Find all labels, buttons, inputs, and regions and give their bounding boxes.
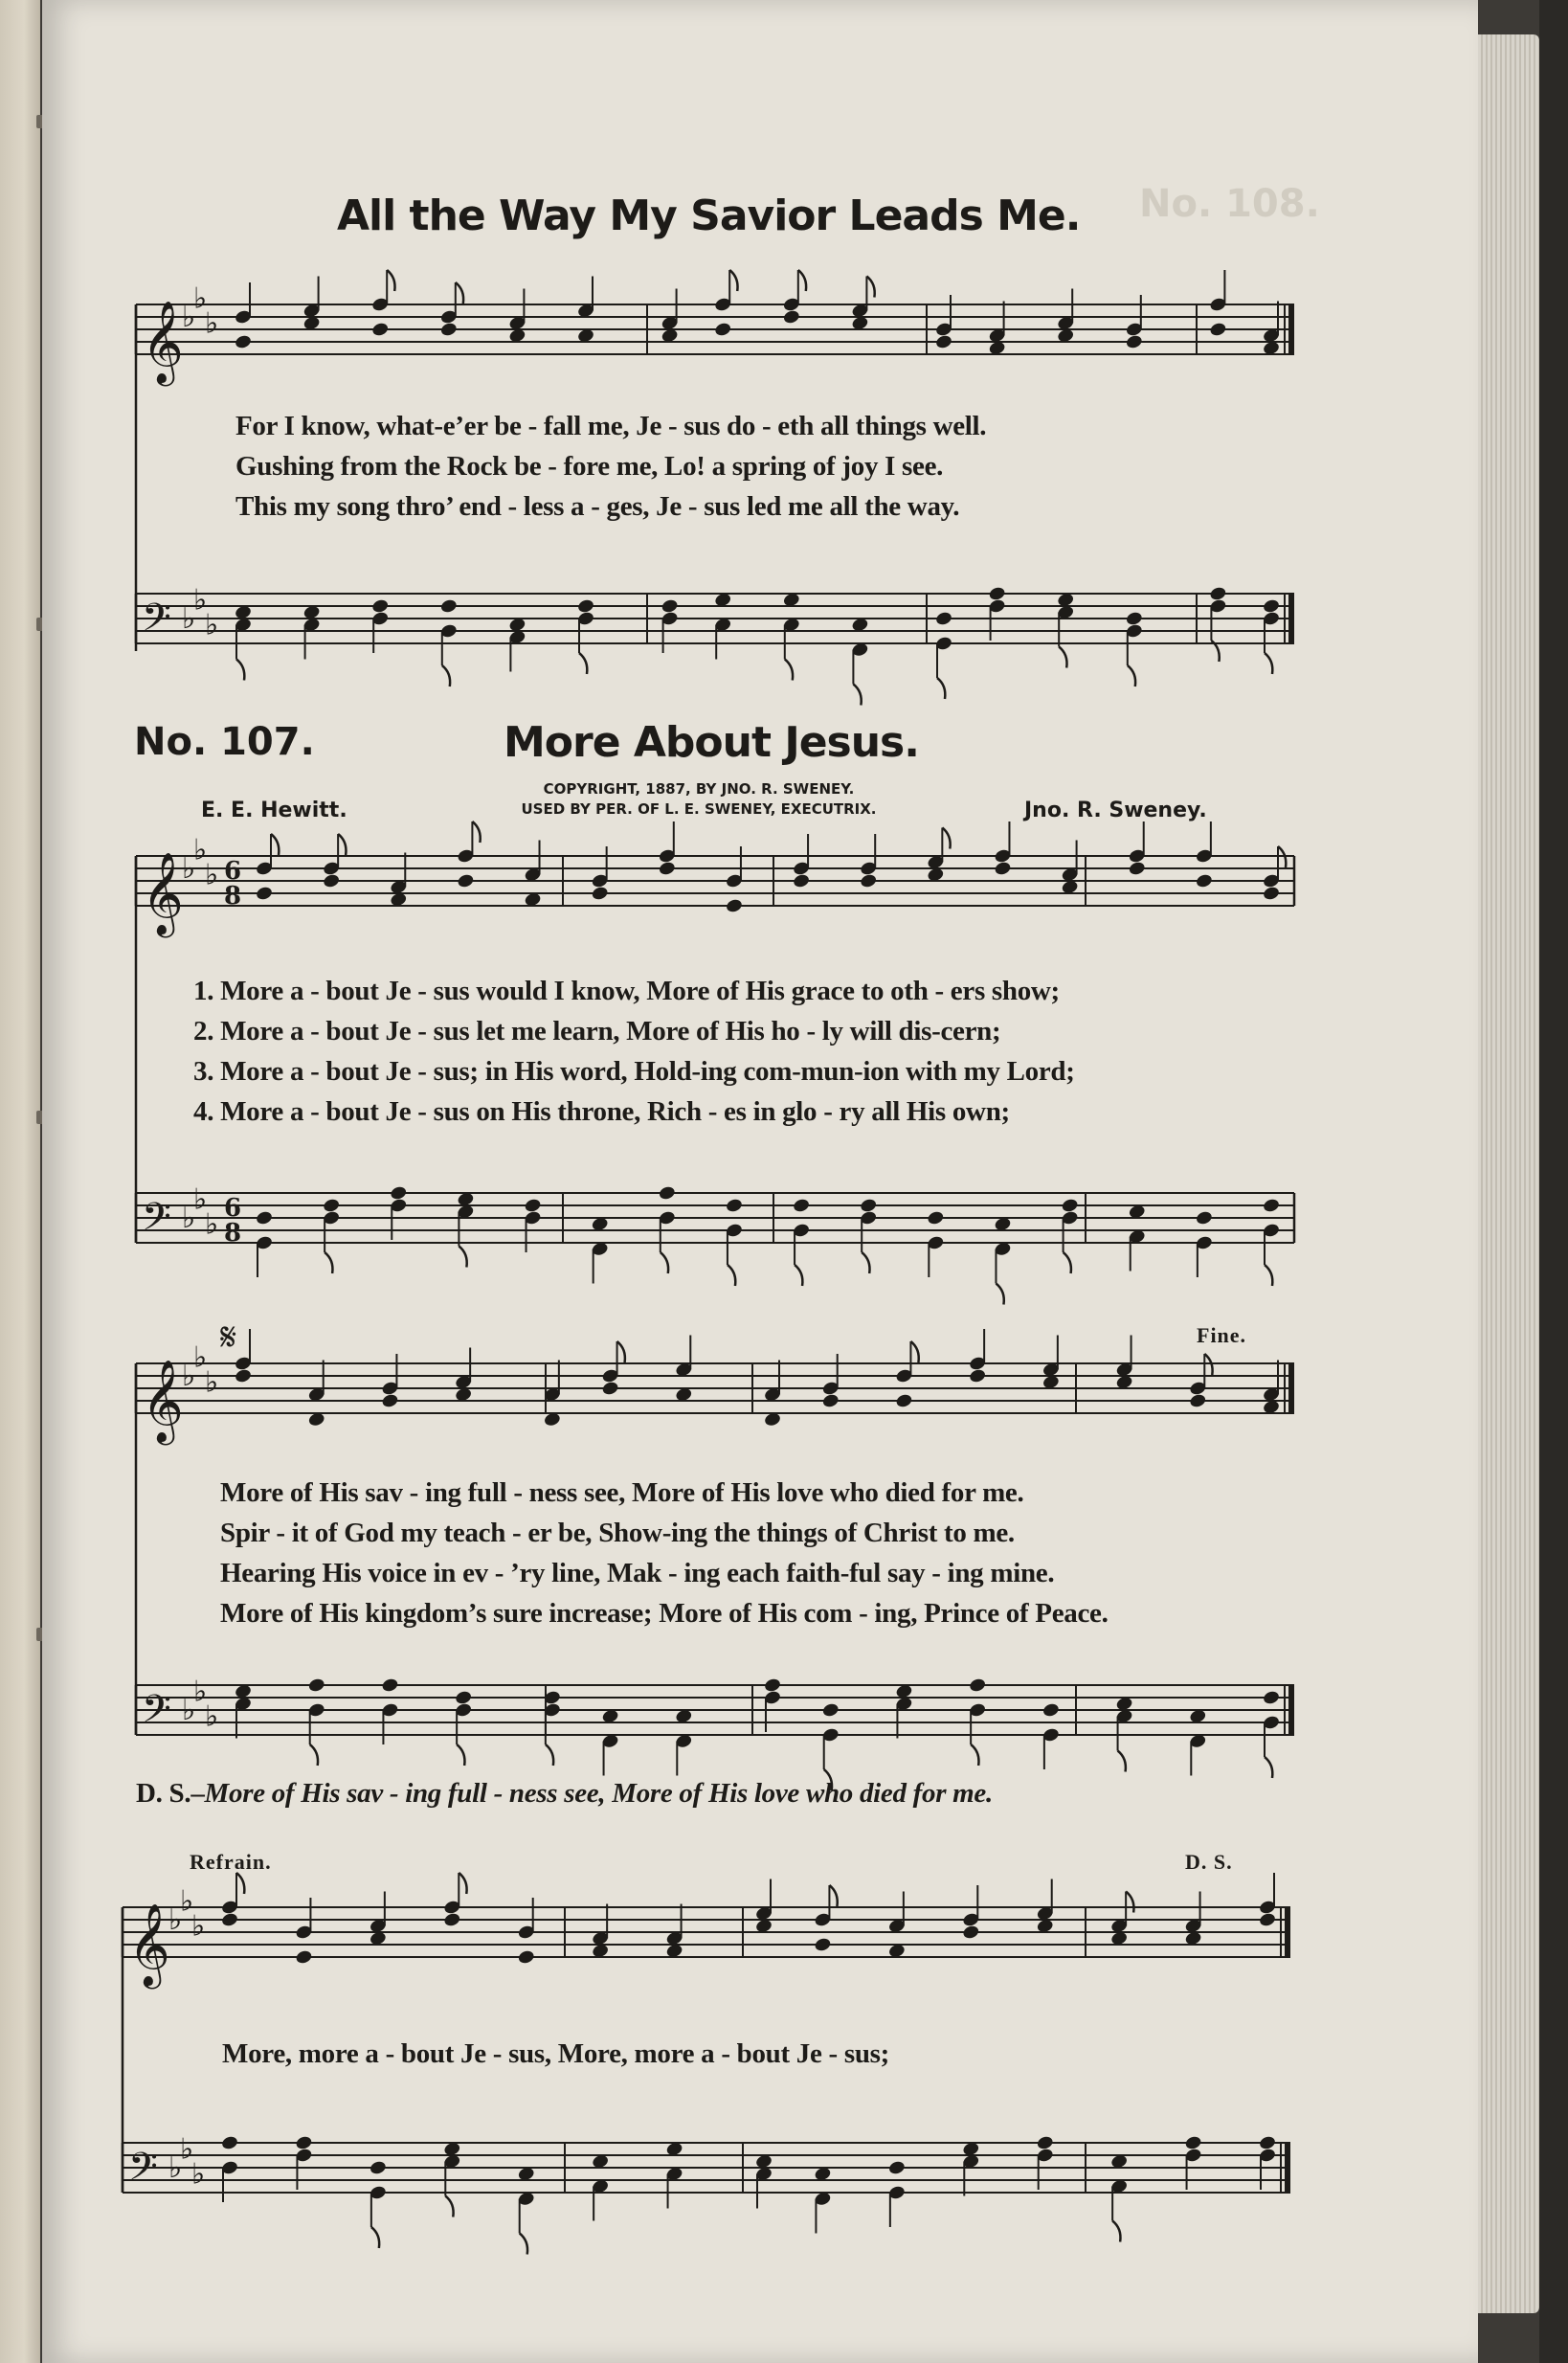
note-head <box>295 1949 313 1966</box>
flat-sign: ♭ <box>205 1699 219 1734</box>
note-head <box>601 1381 619 1397</box>
end-bar-thick <box>1288 1685 1294 1735</box>
hymn-107-title: More About Jesus. <box>504 718 919 767</box>
copyright-line-2: USED BY PER. OF L. E. SWENEY, EXECUTRIX. <box>521 800 877 818</box>
flat-sign: ♭ <box>193 583 208 618</box>
note-head <box>390 1185 408 1202</box>
note-head <box>1128 861 1146 877</box>
end-bar-thick <box>1288 1363 1294 1413</box>
note-flag <box>546 1744 553 1766</box>
refrain-ds-mark: D. S. <box>1185 1850 1233 1874</box>
note-head <box>307 1677 325 1694</box>
note-flag <box>1128 665 1135 686</box>
segno-sign: 𝄋 <box>220 1316 237 1360</box>
hymn-107-verse-2: 2. More a - bout Je - sus let me learn, More of His ho - ly will dis-cern; <box>193 1016 1001 1046</box>
note-head <box>369 2160 387 2176</box>
final-bar-thick <box>1285 1907 1290 1957</box>
flat-sign: ♭ <box>168 1903 183 1937</box>
note-flag <box>866 277 874 298</box>
note-flag <box>236 1873 244 1894</box>
note-head <box>658 1185 676 1202</box>
flat-sign: ♭ <box>193 833 208 867</box>
note-flag <box>1126 1892 1133 1913</box>
note-head <box>295 2135 313 2151</box>
note-head <box>381 1677 399 1694</box>
flat-sign: ♭ <box>182 301 196 334</box>
note-head <box>591 886 609 902</box>
note-head <box>895 1393 913 1409</box>
note-head <box>381 1393 399 1409</box>
note-head <box>1258 2135 1276 2151</box>
note-flag <box>937 678 945 699</box>
note-flag <box>661 1252 668 1273</box>
hymn-106-title: All the Way My Savior Leads Me. <box>337 191 1081 240</box>
hymn-106-verse-3: This my song thro’ end - less a - ges, Je - sus led me all the way. <box>235 491 960 522</box>
note-head <box>1209 586 1227 602</box>
note-head <box>1061 1198 1079 1214</box>
note-flag <box>338 834 346 855</box>
note-head <box>962 1924 980 1941</box>
note-flag <box>371 2227 379 2248</box>
note-head <box>524 1198 542 1214</box>
note-head <box>220 1912 238 1928</box>
note-head <box>725 1198 743 1214</box>
note-flag <box>853 685 861 706</box>
note-flag <box>971 1744 978 1766</box>
note-flag <box>728 1265 735 1286</box>
note-head <box>988 586 1006 602</box>
flat-sign: ♭ <box>193 1675 208 1709</box>
note-flag <box>459 1873 466 1894</box>
note-flag <box>996 1284 1003 1305</box>
time-signature-top: 6 <box>224 1194 242 1223</box>
note-head <box>457 873 475 889</box>
flat-sign: ♭ <box>180 1884 194 1919</box>
note-head <box>576 598 594 615</box>
ds-instruction <box>136 1777 993 1810</box>
note-head <box>821 1393 840 1409</box>
hymn-107-part2-verse-3: Hearing His voice in ev - ’ry line, Mak - ing each faith-ful say - ing mine. <box>220 1558 1055 1588</box>
note-head <box>255 886 273 902</box>
hymn-107-part2-verse-1: More of His sav - ing full - ness see, More of His love who died for me. <box>220 1477 1024 1508</box>
flat-sign: ♭ <box>205 608 219 642</box>
bleed-through-text: No. 108. <box>1139 182 1320 226</box>
note-head <box>860 1198 878 1214</box>
note-flag <box>310 1744 318 1766</box>
note-flag <box>1118 1751 1126 1772</box>
flat-sign: ♭ <box>182 1360 196 1393</box>
refrain-lyrics: More, more a - bout Je - sus, More, more a - bout Je - sus; <box>222 2038 889 2069</box>
note-flag <box>829 1885 837 1906</box>
note-head <box>517 1949 535 1966</box>
note-head <box>1042 1702 1060 1719</box>
note-flag <box>445 2196 453 2217</box>
note-head <box>927 1210 945 1227</box>
note-head <box>1262 1198 1280 1214</box>
note-head <box>1125 611 1143 627</box>
note-flag <box>795 1265 802 1286</box>
flat-sign: ♭ <box>193 281 208 316</box>
note-flag <box>325 1252 332 1273</box>
note-flag <box>442 665 450 686</box>
note-flag <box>617 1341 625 1362</box>
note-flag <box>579 653 587 674</box>
note-flag <box>798 270 806 291</box>
note-head <box>658 861 676 877</box>
final-bar-thick <box>1288 594 1294 643</box>
note-head <box>934 611 952 627</box>
hymn-107-part2-verse-4: More of His kingdom’s sure increase; More of His com - ing, Prince of Peace. <box>220 1598 1109 1629</box>
note-head <box>763 1677 781 1694</box>
note-flag <box>1265 653 1272 674</box>
note-head <box>1125 334 1143 350</box>
note-head <box>371 598 390 615</box>
note-flag <box>942 828 950 849</box>
hymn-107-verse-4: 4. More a - bout Je - sus on His throne, Rich - es in glo - ry all His own; <box>193 1096 1010 1127</box>
flat-sign: ♭ <box>182 1202 196 1235</box>
note-head <box>887 2160 906 2176</box>
note-head <box>323 1198 341 1214</box>
note-head <box>323 873 341 889</box>
words-author: E. E. Hewitt. <box>201 799 347 822</box>
flat-sign: ♭ <box>180 2132 194 2167</box>
note-head <box>969 1677 987 1694</box>
note-head <box>792 873 810 889</box>
bass-clef: 𝄢 <box>128 2145 158 2198</box>
note-flag <box>1112 2221 1120 2242</box>
note-flag <box>271 834 279 855</box>
note-head <box>455 1690 473 1706</box>
bass-clef: 𝄢 <box>142 1687 171 1741</box>
treble-clef: 𝄞 <box>142 852 184 934</box>
hymn-107-verse-1: 1. More a - bout Je - sus would I know, More of His grace to oth - ers show; <box>193 976 1060 1006</box>
note-head <box>1189 1393 1207 1409</box>
note-flag <box>1059 647 1066 668</box>
ds-dash: – <box>190 1778 205 1809</box>
note-head <box>661 598 679 615</box>
fine-mark: Fine. <box>1197 1323 1247 1347</box>
note-flag <box>459 1247 466 1268</box>
treble-clef: 𝄞 <box>128 1903 170 1986</box>
hymn-107-copyright <box>483 779 914 820</box>
note-head <box>1262 598 1280 615</box>
time-signature-top: 6 <box>224 857 242 886</box>
note-flag <box>1064 1252 1071 1273</box>
flat-sign: ♭ <box>182 1694 196 1727</box>
treble-clef: 𝄞 <box>142 301 184 383</box>
hymn-106-verse-2: Gushing from the Rock be - fore me, Lo! a spring of joy I see. <box>235 451 944 482</box>
note-flag <box>456 282 463 304</box>
note-head <box>255 1210 273 1227</box>
note-head <box>234 1368 252 1384</box>
flat-sign: ♭ <box>182 852 196 886</box>
note-flag <box>1265 1265 1272 1286</box>
hymn-107-number: No. 107. <box>134 720 315 764</box>
ds-label: D. S. <box>136 1778 191 1809</box>
final-bar-thick <box>1285 2143 1290 2193</box>
note-head <box>443 1912 461 1928</box>
note-head <box>371 322 390 338</box>
note-head <box>439 598 458 615</box>
note-head <box>782 309 800 326</box>
note-head <box>1258 1912 1276 1928</box>
note-head <box>821 1702 840 1719</box>
note-head <box>1209 322 1227 338</box>
note-flag <box>1265 1757 1272 1778</box>
copyright-line-1: COPYRIGHT, 1887, BY JNO. R. SWENEY. <box>543 780 855 798</box>
flat-sign: ♭ <box>205 306 219 341</box>
flat-sign: ♭ <box>182 602 196 636</box>
note-head <box>994 861 1012 877</box>
hymn-106-verse-1: For I know, what-e’er be - fall me, Je - sus do - eth all things well. <box>235 411 987 441</box>
note-flag <box>520 2234 527 2255</box>
note-head <box>814 1937 832 1953</box>
note-flag <box>910 1341 918 1362</box>
bass-clef: 𝄢 <box>142 1195 171 1249</box>
note-head <box>1195 873 1213 889</box>
flat-sign: ♭ <box>191 2157 206 2192</box>
time-signature-bottom: 8 <box>224 882 242 911</box>
note-flag <box>729 270 737 291</box>
note-head <box>1262 886 1280 902</box>
note-head <box>220 2135 238 2151</box>
time-signature-bottom: 8 <box>224 1219 242 1248</box>
note-flag <box>457 1744 464 1766</box>
note-flag <box>236 660 244 681</box>
note-head <box>439 322 458 338</box>
flat-sign: ♭ <box>205 1365 219 1400</box>
final-bar-thick <box>1288 304 1294 354</box>
note-flag <box>785 660 793 681</box>
note-flag <box>387 270 394 291</box>
note-head <box>934 334 952 350</box>
refrain-label: Refrain. <box>190 1850 272 1874</box>
flat-sign: ♭ <box>191 1909 206 1944</box>
note-head <box>1262 1690 1280 1706</box>
note-head <box>860 873 878 889</box>
flat-sign: ♭ <box>193 1340 208 1375</box>
treble-clef: 𝄞 <box>142 1360 184 1442</box>
flat-sign: ♭ <box>205 858 219 892</box>
music-composer: Jno. R. Sweney. <box>1024 799 1207 822</box>
note-flag <box>472 821 480 843</box>
note-head <box>1195 1210 1213 1227</box>
note-head <box>714 322 732 338</box>
ds-text: More of His sav - ing full - ness see, More of His love who died for me. <box>204 1778 993 1809</box>
note-head <box>1184 2135 1202 2151</box>
hymn-107-part2-verse-2: Spir - it of God my teach - er be, Show-ing the things of Christ to me. <box>220 1518 1015 1548</box>
note-head <box>969 1368 987 1384</box>
flat-sign: ♭ <box>193 1182 208 1217</box>
flat-sign: ♭ <box>205 1207 219 1242</box>
flat-sign: ♭ <box>168 2151 183 2185</box>
note-head <box>792 1198 810 1214</box>
hymn-107-verse-3: 3. More a - bout Je - sus; in His word, Hold-ing com-mun-ion with my Lord; <box>193 1056 1075 1087</box>
note-head <box>725 898 743 914</box>
note-flag <box>862 1252 869 1273</box>
note-head <box>234 334 252 350</box>
note-head <box>1036 2135 1054 2151</box>
bass-clef: 𝄢 <box>142 596 171 649</box>
